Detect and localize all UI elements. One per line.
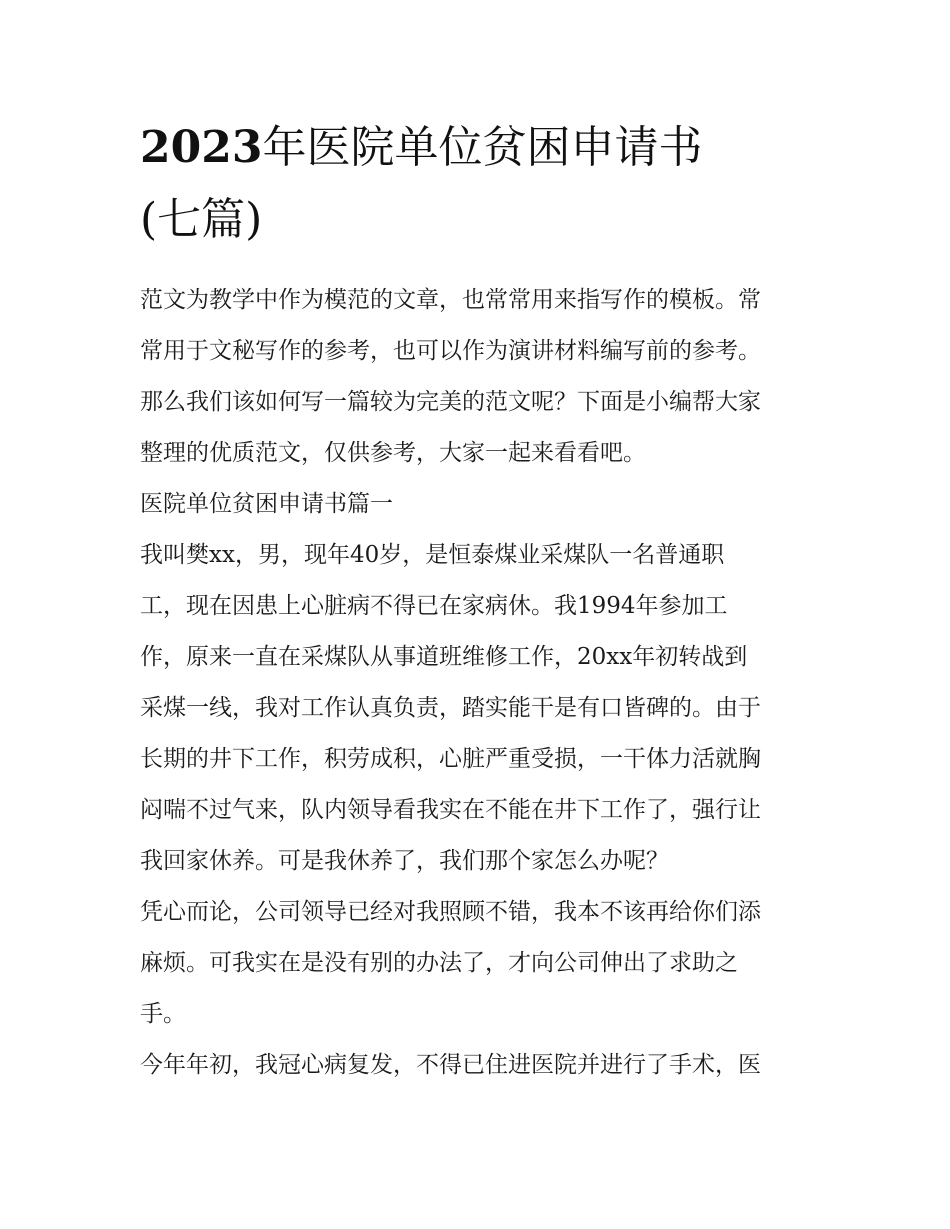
paragraph-line: 常用于文秘写作的参考，也可以作为演讲材料编写前的参考。	[140, 338, 761, 364]
paragraph-line: 我回家休养。可是我休养了，我们那个家怎么办呢？	[140, 848, 669, 874]
paragraph-line: 我叫樊xx，男，现年40岁，是恒泰煤业采煤队一名普通职	[140, 542, 725, 568]
paragraph-line: 整理的优质范文，仅供参考，大家一起来看看吧。	[140, 440, 646, 466]
section-heading: 医院单位贫困申请书篇一	[140, 491, 393, 517]
paragraph-line: 手。	[140, 1001, 186, 1027]
paragraph-line: 作，原来一直在采煤队从事道班维修工作，20xx年初转战到	[140, 644, 748, 670]
document-title	[140, 112, 820, 256]
document-body	[140, 280, 820, 1096]
paragraph-line: 今年年初，我冠心病复发，不得已住进医院并进行了手术，医	[140, 1052, 761, 1078]
paragraph-line: 那么我们该如何写一篇较为完美的范文呢？下面是小编帮大家	[140, 389, 761, 415]
paragraph-line: 长期的井下工作，积劳成积，心脏严重受损，一干体力活就胸	[140, 746, 761, 772]
title-subtitle: (七篇)	[140, 194, 263, 245]
paragraph-line: 范文为教学中作为模范的文章，也常常用来指写作的模板。常	[140, 287, 761, 313]
paragraph-line: 麻烦。可我实在是没有别的办法了，才向公司伸出了求助之	[140, 950, 738, 976]
title-year: 2023	[140, 122, 263, 173]
title-text: 年医院单位贫困申请书	[262, 122, 703, 173]
paragraph-line: 闷喘不过气来，队内领导看我实在不能在井下工作了，强行让	[140, 797, 761, 823]
paragraph-line: 凭心而论，公司领导已经对我照顾不错，我本不该再给你们添	[140, 899, 761, 925]
paragraph-line: 工，现在因患上心脏病不得已在家病休。我1994年参加工	[140, 593, 728, 619]
paragraph-line: 采煤一线，我对工作认真负责，踏实能干是有口皆碑的。由于	[140, 695, 761, 721]
